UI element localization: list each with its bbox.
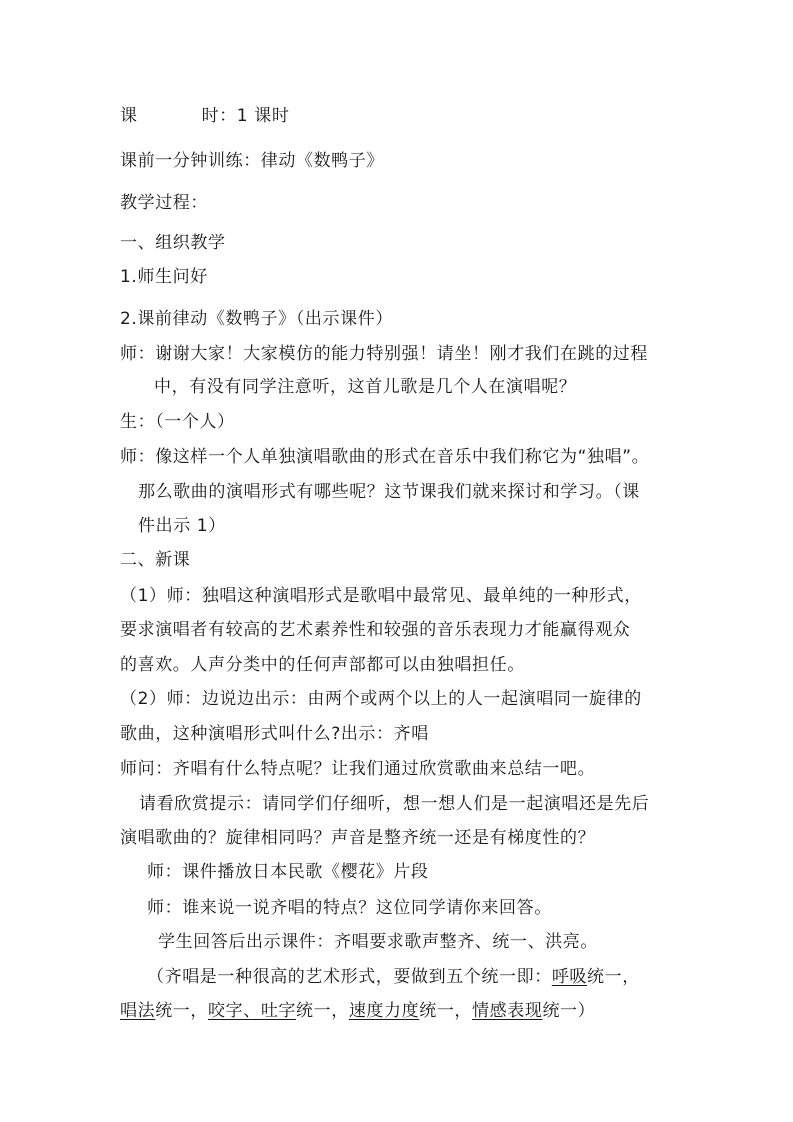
underlined-term-singing-method: 唱法 (120, 1001, 156, 1021)
p1-line3: 的喜欢。人声分类中的任何声部都可以由独唱担任。 (120, 655, 525, 675)
teacher2-line3: 件出示 1） (138, 516, 226, 536)
p2-line2: 歌曲，这种演唱形式叫什么?出示：齐唱 (120, 724, 429, 744)
tips-line1: 请看欣赏提示：请同学们仔细听，想一想人们是一起演唱还是先后 (139, 794, 650, 814)
answer-line: 学生回答后出示课件：齐唱要求歌声整齐、统一、洪亮。 (158, 932, 598, 952)
unity-line1-tail: 统一， (587, 967, 640, 987)
student1-line: 生：（一个人） (120, 412, 235, 432)
underlined-term-emotion: 情感表现 (472, 1001, 543, 1021)
play-line: 师：课件播放日本民歌《樱花》片段 (147, 862, 429, 882)
teacher1-line1: 师：谢谢大家！大家模仿的能力特别强！请坐！刚才我们在跳的过程 (120, 344, 648, 364)
duration-label-left: 课 (120, 106, 138, 126)
unity-text: 统一， (296, 1001, 349, 1021)
duration-line (120, 105, 289, 127)
unity-line2 (120, 1000, 595, 1022)
p2-line1: （2）师：边说边出示：由两个或两个以上的人一起演唱同一旋律的 (120, 689, 642, 709)
section1-heading: 一、组织教学 (120, 233, 226, 253)
underlined-term-articulation: 咬字、吐字 (208, 1001, 297, 1021)
unity-text: 统一， (419, 1001, 473, 1021)
unity-text: 统一， (155, 1001, 209, 1021)
teacher1-line2: 中，有没有同学注意听，这首儿歌是几个人在演唱呢？ (154, 377, 577, 397)
process-heading: 教学过程： (120, 193, 208, 213)
tips-line2: 演唱歌曲的？旋律相同吗？声音是整齐统一还是有梯度性的？ (120, 828, 596, 848)
duration-label-right: 时：1 课时 (201, 106, 290, 126)
p1-line2: 要求演唱者有较高的艺术素养性和较强的音乐表现力才能赢得观众 (120, 620, 631, 640)
underlined-term-breathing: 呼吸 (551, 967, 588, 987)
teacher2-line2: 那么歌曲的演唱形式有哪些呢？这节课我们就来探讨和学习。（课 (138, 482, 640, 502)
section1-item2: 2.课前律动《数鸭子》（出示课件） (120, 309, 393, 329)
ask-line: 师问：齐唱有什么特点呢？让我们通过欣赏歌曲来总结一吧。 (120, 759, 596, 779)
unity-line1 (147, 966, 640, 988)
who-line: 师：谁来说一说齐唱的特点？这位同学请你来回答。 (147, 898, 552, 918)
teacher2-line1: 师：像这样一个人单独演唱歌曲的形式在音乐中我们称它为“独唱”。 (120, 447, 650, 467)
underlined-term-tempo-dynamics: 速度力度 (348, 1001, 420, 1021)
p1-line1: （1）师：独唱这种演唱形式是歌唱中最常见、最单纯的一种形式， (120, 586, 642, 606)
unity-line1-text: （齐唱是一种很高的艺术形式，要做到五个统一即： (147, 967, 552, 987)
unity-text: 统一） (542, 1001, 596, 1021)
warmup-line: 课前一分钟训练：律动《数鸭子》 (120, 151, 384, 171)
section1-item1: 1.师生问好 (120, 267, 208, 287)
section2-heading: 二、新课 (120, 550, 191, 570)
